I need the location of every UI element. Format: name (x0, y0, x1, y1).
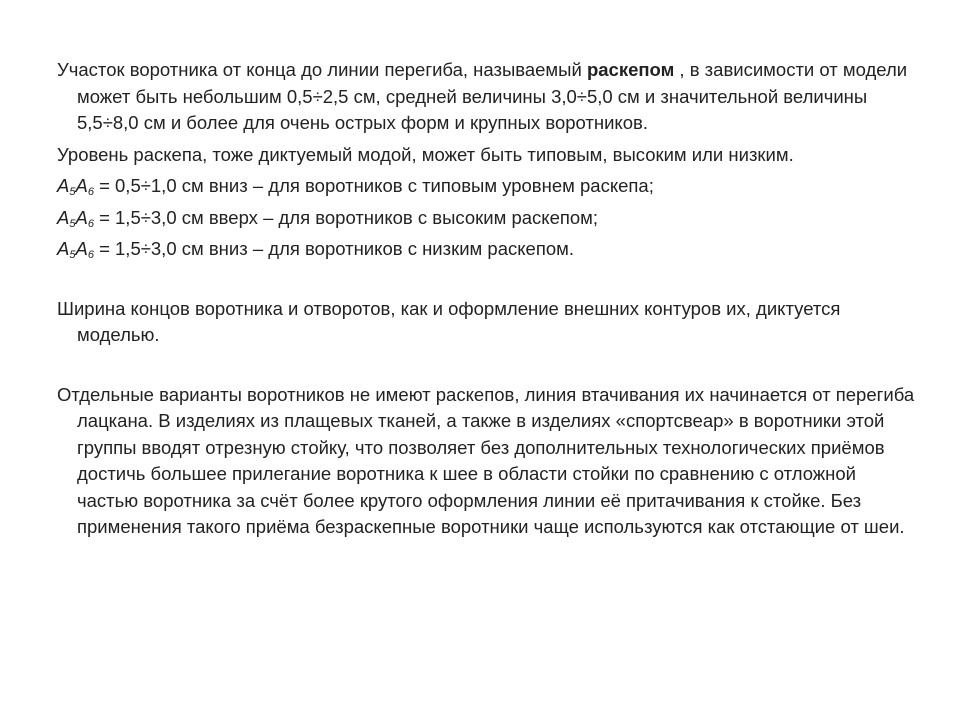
formula-line-high (57, 205, 917, 232)
formula-text: = 1,5÷3,0 см вверх – для воротников с высоким раскепом; (93, 206, 599, 228)
formula-line-low (57, 236, 917, 263)
paragraph-raskep-definition (57, 57, 917, 137)
paragraph-text-before: Участок воротника от конца до линии перегиба, называемый (57, 59, 587, 80)
paragraph-collar-width: Ширина концов воротника и отворотов, как и оформление внешних контуров их, диктуется моделью. (57, 297, 841, 345)
term-raskep: раскепом (586, 59, 675, 80)
slide-content (57, 57, 917, 541)
formula-text: = 0,5÷1,0 см вниз – для воротников с типовым уровнем раскепа; (93, 175, 654, 196)
formula-a5a6: $A_5A_6$ (57, 206, 94, 230)
paragraph-raskep-level: Уровень раскепа, тоже диктуемый модой, может быть типовым, высоким или низким. (57, 143, 794, 165)
paragraph-collar-variants: Отдельные варианты воротников не имеют раскепов, линия втачивания их начинается от перегиба лацкана. В изделиях из плащевых тканей, а также в изделиях «спортсвеар» в воротники этой группы вводят отрезную стойку, что позволяет без дополнительных технологических приёмов достичь большее прилегание воротника к шее в области стойки по сравнению с отложной частью воротника за счёт более крутого оформления линии её притачивания к стойке. Без применения такого приёма безраскепные воротники чаще используются как отстающие от шеи. (57, 383, 915, 537)
formula-line-typical (57, 173, 917, 200)
paragraph-text-after: , в зависимости от модели может быть небольшим 0,5÷2,5 см, средней величины 3,0÷5,0 см и значительной величины 5,5÷8,0 см и более для очень острых форм и крупных воротников. (77, 59, 908, 133)
formula-a5a6: $A_5A_6$ (57, 175, 94, 198)
formula-text: = 1,5÷3,0 см вниз – для воротников с низким раскепом. (93, 238, 574, 259)
formula-a5a6: $A_5A_6$ (57, 238, 94, 261)
